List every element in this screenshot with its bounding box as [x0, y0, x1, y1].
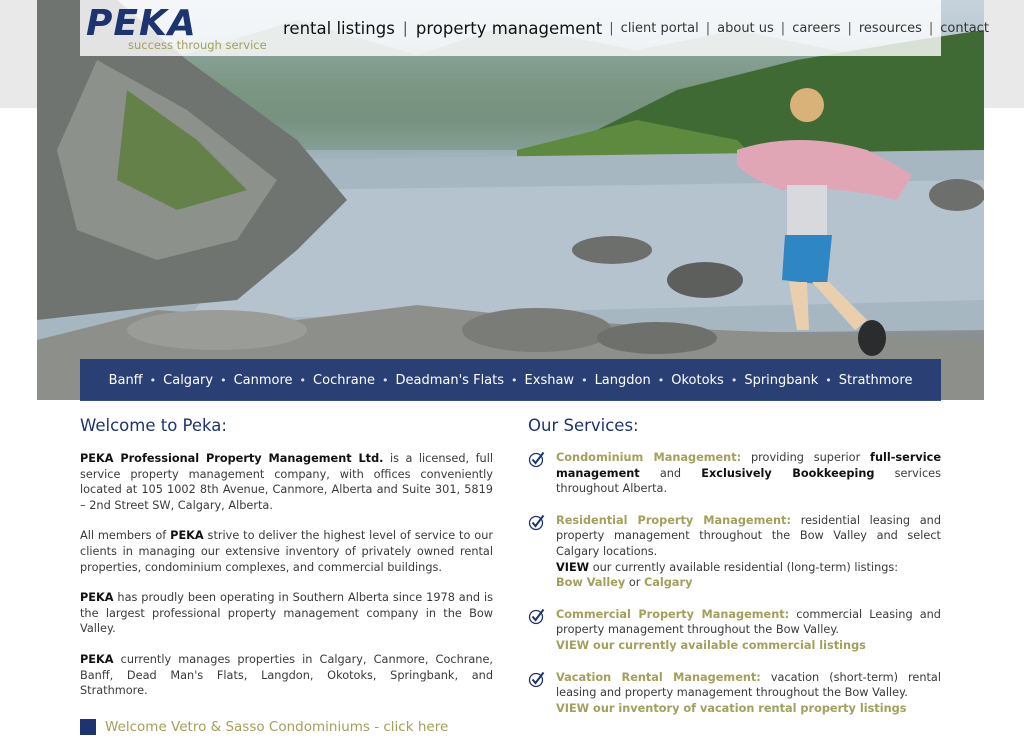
- nav-about-us[interactable]: about us: [717, 20, 774, 36]
- checkmark-icon: [528, 513, 546, 531]
- commercial-text: commercial Leasing and property management throughout the Bow Valley.: [556, 607, 941, 637]
- logo-wordmark: PEKA: [86, 3, 197, 44]
- site-header: [80, 0, 989, 56]
- welcome-paragraph-2-lead: All members of: [80, 529, 171, 543]
- vacation-management-link[interactable]: Vacation Rental Management:: [556, 670, 761, 684]
- condominium-management-link[interactable]: Condominium Management:: [556, 451, 742, 464]
- vetro-sasso-link[interactable]: Welcome Vetro & Sasso Condominiums - click here: [105, 718, 449, 735]
- nav-rental-listings[interactable]: rental listings: [283, 18, 395, 38]
- main-navigation: [283, 0, 989, 56]
- service-condominium-text: [556, 450, 941, 497]
- welcome-paragraph-4-text: currently manages properties in Calgary, Canmore, Cochrane, Banff, Dead Man's Flats, Langdon, Okotoks, Springbank, and Strathmore.: [80, 652, 493, 698]
- nav-separator: |: [847, 20, 852, 36]
- welcome-section: [80, 414, 493, 735]
- checkmark-icon: [528, 450, 546, 468]
- services-heading: Our Services:: [528, 416, 639, 435]
- location-exshaw[interactable]: Exshaw: [524, 372, 575, 388]
- square-bullet-icon: [80, 719, 96, 735]
- service-condominium: [528, 450, 941, 497]
- service-residential: [528, 513, 941, 591]
- company-name: PEKA Professional Property Management Ltd.: [80, 452, 384, 465]
- location-separator: •: [657, 373, 665, 387]
- nav-client-portal[interactable]: client portal: [620, 20, 699, 36]
- welcome-paragraph-2-text: strive to deliver the highest level of service to our clients in managing our extensive inventory of privately owned rental properties, condominium complexes, and commercial buildings.: [80, 529, 494, 574]
- view-label: VIEW: [556, 560, 590, 574]
- hero-photo: [37, 0, 984, 400]
- bow-valley-link[interactable]: Bow Valley: [556, 576, 626, 590]
- location-strathmore[interactable]: Strathmore: [838, 372, 913, 388]
- nav-careers[interactable]: careers: [792, 20, 841, 36]
- location-separator: •: [299, 373, 307, 387]
- residential-view-text: our currently available residential (long-term) listings:: [589, 560, 899, 574]
- location-separator: •: [730, 373, 738, 387]
- location-okotoks[interactable]: Okotoks: [671, 372, 724, 388]
- condo-bold-1: full-service management: [556, 451, 941, 480]
- welcome-paragraph-4: [80, 652, 493, 699]
- nav-property-management[interactable]: property management: [415, 18, 603, 38]
- location-springbank[interactable]: Springbank: [744, 372, 819, 388]
- location-separator: •: [825, 373, 832, 387]
- nav-contact[interactable]: contact: [940, 20, 989, 36]
- welcome-paragraph-1-text: is a licensed, full service property management company, with offices conveniently located at 105 1002 8th Avenue, Canmore, Alberta and Suite 301, 5819 – 2nd Street SW, Calgary, Alberta.: [80, 452, 493, 512]
- checkmark-icon: [528, 607, 546, 625]
- welcome-paragraph-3: [80, 590, 493, 637]
- location-separator: •: [220, 373, 227, 387]
- welcome-heading: Welcome to Peka:: [80, 416, 227, 435]
- service-commercial: [528, 607, 941, 654]
- commercial-listings-link[interactable]: VIEW our currently available commercial listings: [556, 638, 866, 652]
- welcome-paragraph-1: [80, 451, 493, 513]
- condo-text-1: providing superior: [741, 451, 871, 464]
- condo-text-2: and: [639, 466, 702, 480]
- welcome-paragraph-3-text: has proudly been operating in Southern Alberta since 1978 and is the largest professional property management company in the Bow Valley.: [80, 591, 493, 636]
- commercial-management-link[interactable]: Commercial Property Management:: [556, 607, 790, 621]
- residential-text: residential leasing and property management throughout the Bow Valley and select Calgary locations.: [556, 513, 941, 558]
- locations-bar: [80, 359, 941, 401]
- checkmark-icon: [528, 670, 546, 688]
- hero-landscape-illustration: [37, 0, 984, 400]
- location-langdon[interactable]: Langdon: [594, 372, 651, 388]
- service-vacation-text: [556, 670, 941, 701]
- services-section: [528, 414, 941, 716]
- residential-links: [556, 575, 941, 591]
- condo-bold-2: Exclusively Bookkeeping: [701, 466, 875, 480]
- nav-separator: |: [705, 20, 711, 36]
- location-separator: •: [581, 373, 588, 387]
- service-vacation: [528, 670, 941, 717]
- location-separator: •: [511, 373, 518, 387]
- service-commercial-text: [556, 607, 941, 638]
- location-separator: •: [149, 373, 157, 387]
- calgary-link[interactable]: Calgary: [644, 576, 693, 590]
- vacation-text: vacation (short-term) rental leasing and property management throughout the Bow Valley.: [556, 670, 941, 700]
- location-deadmans-flats[interactable]: Deadman's Flats: [395, 372, 505, 388]
- location-canmore[interactable]: Canmore: [233, 372, 293, 388]
- nav-separator: |: [609, 20, 614, 36]
- promo-banner: [80, 719, 493, 735]
- location-banff[interactable]: Banff: [108, 372, 143, 388]
- nav-separator: |: [402, 19, 408, 37]
- vacation-listings-line: [556, 701, 941, 717]
- location-separator: •: [382, 373, 389, 387]
- peka-logo[interactable]: [86, 4, 268, 52]
- condo-text-3: services throughout Alberta.: [556, 466, 941, 496]
- logo-tagline: success through service: [128, 38, 267, 52]
- or-text: or: [625, 576, 645, 590]
- location-cochrane[interactable]: Cochrane: [313, 372, 376, 388]
- welcome-paragraph-2: [80, 528, 493, 575]
- brand-mention: PEKA: [80, 652, 114, 666]
- nav-separator: |: [928, 20, 934, 36]
- commercial-listings-line: [556, 638, 941, 654]
- brand-mention: PEKA: [170, 529, 204, 543]
- residential-view-line: [556, 560, 941, 576]
- location-calgary[interactable]: Calgary: [163, 372, 214, 388]
- nav-separator: |: [780, 20, 786, 36]
- nav-resources[interactable]: resources: [858, 20, 922, 36]
- service-residential-text: [556, 513, 941, 560]
- vacation-listings-link[interactable]: VIEW our inventory of vacation rental property listings: [556, 701, 907, 715]
- brand-mention: PEKA: [80, 591, 114, 605]
- residential-management-link[interactable]: Residential Property Management:: [556, 513, 791, 527]
